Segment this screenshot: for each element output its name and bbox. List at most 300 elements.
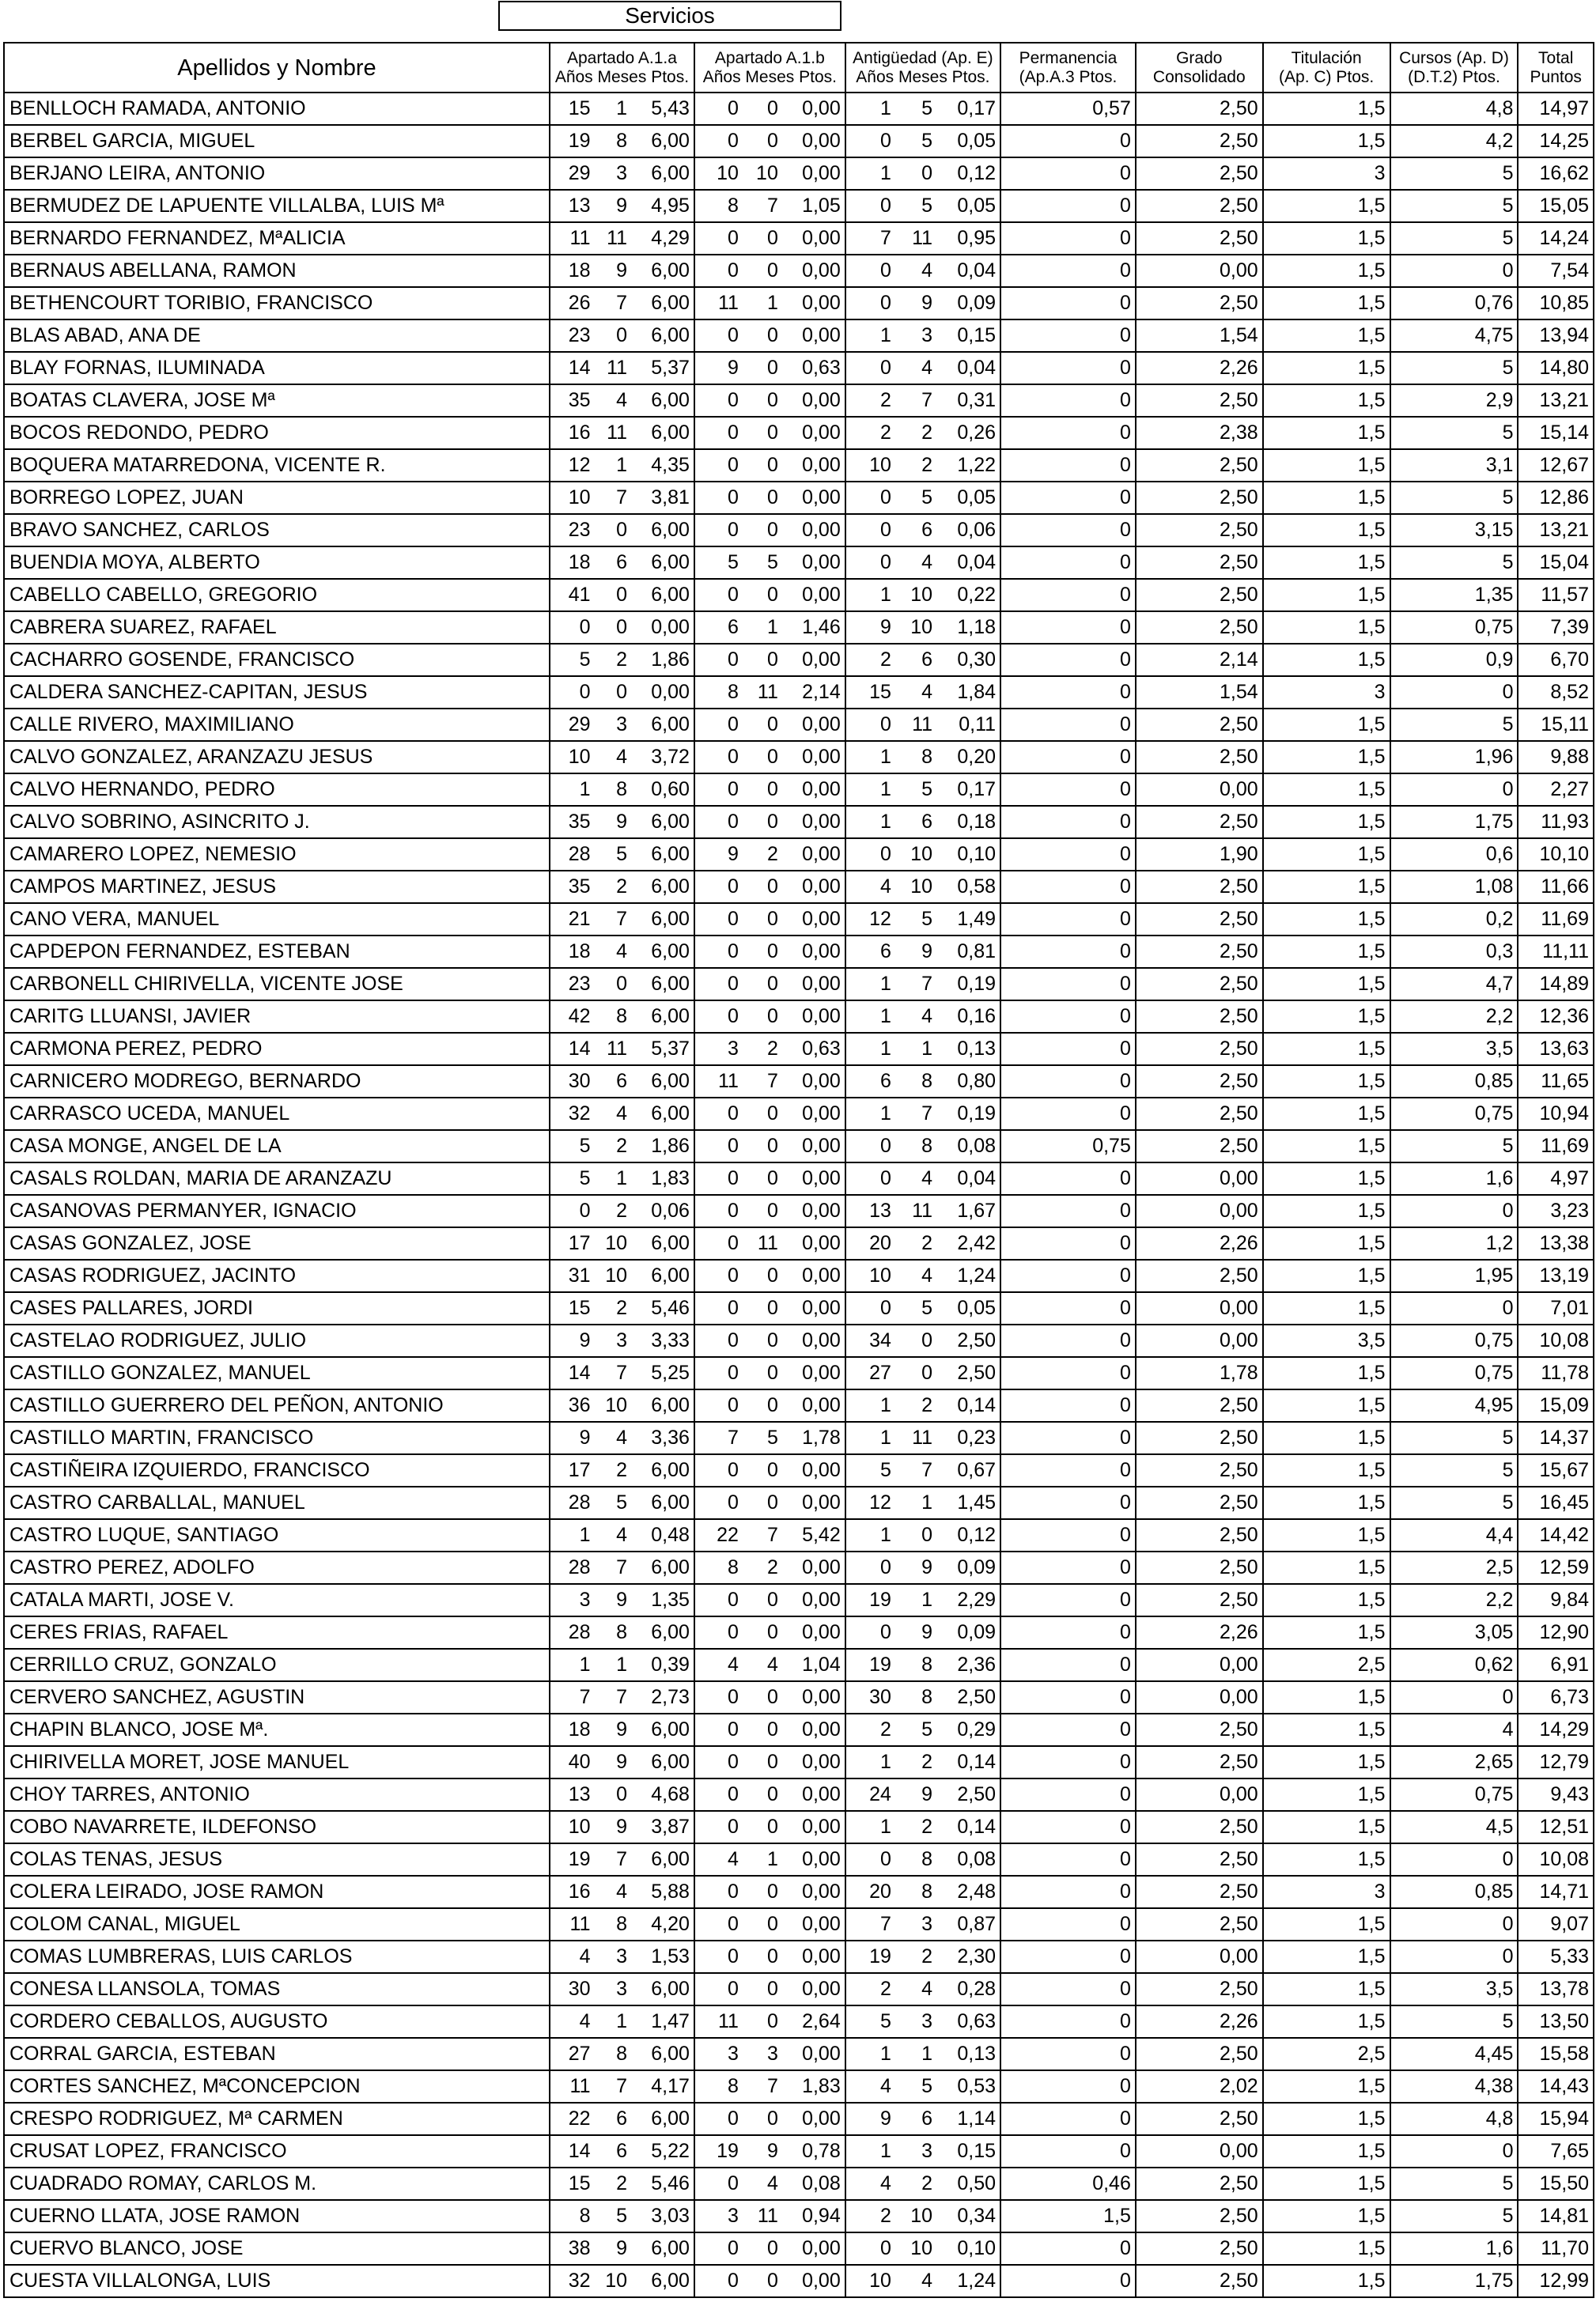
cell-titulacion: 1,5	[1263, 449, 1390, 482]
cell-permanencia: 0	[1000, 1260, 1136, 1292]
cell-a1b-meses: 3	[743, 2038, 782, 2070]
cell-a1b-ptos: 0,00	[782, 1260, 845, 1292]
cell-permanencia: 0	[1000, 1649, 1136, 1681]
cell-antig-anos: 1	[845, 2135, 895, 2168]
cell-grado: 2,50	[1136, 1422, 1263, 1454]
cell-total: 10,08	[1518, 1843, 1594, 1876]
cell-a1b-ptos: 0,00	[782, 968, 845, 1000]
cell-antig-meses: 4	[895, 1260, 936, 1292]
table-row	[4, 319, 1594, 352]
cell-antig-meses: 2	[895, 1227, 936, 1260]
cell-antig-ptos: 0,14	[936, 1746, 1000, 1778]
cell-antig-anos: 2	[845, 417, 895, 449]
cell-a1a-ptos: 1,47	[631, 2005, 694, 2038]
cell-a1a-ptos: 6,00	[631, 1098, 694, 1130]
cell-a1a-anos: 21	[550, 903, 595, 936]
header-titulacion	[1263, 43, 1390, 93]
cell-permanencia: 0	[1000, 1584, 1136, 1616]
cell-a1b-ptos: 0,00	[782, 1195, 845, 1227]
cell-cursos: 4,8	[1390, 2103, 1518, 2135]
cell-a1a-anos: 36	[550, 1389, 595, 1422]
cell-cursos: 0	[1390, 676, 1518, 709]
cell-antig-ptos: 2,30	[936, 1941, 1000, 1973]
cell-antig-anos: 1	[845, 157, 895, 190]
cell-a1a-anos: 23	[550, 968, 595, 1000]
cell-grado: 0,00	[1136, 1941, 1263, 1973]
cell-total: 15,14	[1518, 417, 1594, 449]
cell-antig-meses: 3	[895, 319, 936, 352]
cell-a1b-anos: 0	[694, 1941, 743, 1973]
cell-total: 12,79	[1518, 1746, 1594, 1778]
cell-permanencia: 0	[1000, 1033, 1136, 1065]
cell-antig-anos: 0	[845, 514, 895, 546]
table-row	[4, 806, 1594, 838]
cell-a1a-meses: 2	[595, 2168, 632, 2200]
cell-a1b-meses: 0	[743, 1778, 782, 1811]
cell-titulacion: 1,5	[1263, 93, 1390, 125]
cell-antig-meses: 6	[895, 806, 936, 838]
cell-antig-ptos: 0,09	[936, 1616, 1000, 1649]
cell-a1b-meses: 0	[743, 579, 782, 611]
cell-a1b-anos: 0	[694, 1454, 743, 1487]
cell-antig-meses: 6	[895, 2103, 936, 2135]
cell-cursos: 0,75	[1390, 611, 1518, 644]
cell-a1a-meses: 11	[595, 222, 632, 255]
cell-a1b-ptos: 0,00	[782, 838, 845, 871]
cell-a1a-meses: 9	[595, 806, 632, 838]
cell-a1a-ptos: 4,68	[631, 1778, 694, 1811]
cell-titulacion: 1,5	[1263, 709, 1390, 741]
cell-titulacion: 1,5	[1263, 1941, 1390, 1973]
cell-antig-ptos: 0,09	[936, 1552, 1000, 1584]
cell-cursos: 0,6	[1390, 838, 1518, 871]
cell-a1a-meses: 9	[595, 1746, 632, 1778]
cell-grado: 2,50	[1136, 546, 1263, 579]
cell-antig-meses: 0	[895, 1357, 936, 1389]
cell-antig-meses: 11	[895, 709, 936, 741]
cell-a1a-ptos: 4,20	[631, 1908, 694, 1941]
cell-cursos: 0	[1390, 2135, 1518, 2168]
cell-permanencia: 0	[1000, 968, 1136, 1000]
cell-antig-ptos: 1,45	[936, 1487, 1000, 1519]
header-cursos-sub: (D.T.2) Ptos.	[1408, 67, 1500, 86]
cell-grado: 0,00	[1136, 1325, 1263, 1357]
cell-a1b-meses: 0	[743, 1325, 782, 1357]
cell-antig-anos: 0	[845, 255, 895, 287]
cell-name: CUERNO LLATA, JOSE RAMON	[4, 2200, 550, 2232]
cell-a1a-ptos: 3,87	[631, 1811, 694, 1843]
cell-antig-meses: 0	[895, 1325, 936, 1357]
cell-a1a-anos: 28	[550, 838, 595, 871]
cell-a1a-ptos: 0,39	[631, 1649, 694, 1681]
cell-total: 7,39	[1518, 611, 1594, 644]
cell-grado: 2,50	[1136, 1714, 1263, 1746]
table-row	[4, 1552, 1594, 1584]
cell-cursos: 0	[1390, 773, 1518, 806]
cell-antig-meses: 7	[895, 384, 936, 417]
cell-a1b-ptos: 0,78	[782, 2135, 845, 2168]
cell-titulacion: 1,5	[1263, 741, 1390, 773]
table-row	[4, 1098, 1594, 1130]
cell-permanencia: 1,5	[1000, 2200, 1136, 2232]
cell-cursos: 0,75	[1390, 1357, 1518, 1389]
table-row	[4, 1908, 1594, 1941]
cell-cursos: 4,75	[1390, 319, 1518, 352]
cell-antig-anos: 0	[845, 1130, 895, 1162]
cell-a1a-ptos: 5,46	[631, 2168, 694, 2200]
cell-antig-anos: 12	[845, 903, 895, 936]
cell-a1b-anos: 4	[694, 1843, 743, 1876]
cell-cursos: 0,3	[1390, 936, 1518, 968]
cell-a1a-anos: 4	[550, 2005, 595, 2038]
cell-a1a-ptos: 6,00	[631, 514, 694, 546]
cell-permanencia: 0	[1000, 514, 1136, 546]
cell-a1b-ptos: 0,00	[782, 1325, 845, 1357]
cell-antig-anos: 0	[845, 1616, 895, 1649]
cell-name: BOQUERA MATARREDONA, VICENTE R.	[4, 449, 550, 482]
cell-a1b-ptos: 0,63	[782, 1033, 845, 1065]
cell-cursos: 4,7	[1390, 968, 1518, 1000]
cell-a1a-ptos: 6,00	[631, 806, 694, 838]
cell-cursos: 3,1	[1390, 449, 1518, 482]
cell-total: 7,65	[1518, 2135, 1594, 2168]
cell-a1a-ptos: 6,00	[631, 871, 694, 903]
cell-total: 11,70	[1518, 2232, 1594, 2265]
cell-permanencia: 0	[1000, 352, 1136, 384]
cell-titulacion: 1,5	[1263, 611, 1390, 644]
cell-antig-anos: 6	[845, 936, 895, 968]
cell-name: CACHARRO GOSENDE, FRANCISCO	[4, 644, 550, 676]
cell-antig-ptos: 0,08	[936, 1130, 1000, 1162]
cell-total: 2,27	[1518, 773, 1594, 806]
cell-total: 12,36	[1518, 1000, 1594, 1033]
cell-a1b-meses: 0	[743, 417, 782, 449]
cell-cursos: 0	[1390, 1941, 1518, 1973]
cell-a1a-meses: 4	[595, 1519, 632, 1552]
cell-a1b-ptos: 0,00	[782, 2103, 845, 2135]
cell-antig-meses: 3	[895, 2135, 936, 2168]
cell-a1b-ptos: 0,00	[782, 1454, 845, 1487]
cell-total: 7,54	[1518, 255, 1594, 287]
cell-name: CARBONELL CHIRIVELLA, VICENTE JOSE	[4, 968, 550, 1000]
cell-antig-ptos: 0,31	[936, 384, 1000, 417]
cell-total: 13,94	[1518, 319, 1594, 352]
cell-a1a-ptos: 6,00	[631, 1389, 694, 1422]
cell-a1b-meses: 0	[743, 2005, 782, 2038]
cell-cursos: 0,75	[1390, 1778, 1518, 1811]
cell-a1a-anos: 5	[550, 1130, 595, 1162]
cell-permanencia: 0	[1000, 1908, 1136, 1941]
cell-titulacion: 1,5	[1263, 514, 1390, 546]
cell-antig-anos: 1	[845, 1098, 895, 1130]
cell-titulacion: 1,5	[1263, 546, 1390, 579]
cell-grado: 1,78	[1136, 1357, 1263, 1389]
cell-a1a-ptos: 6,00	[631, 1065, 694, 1098]
table-row	[4, 1033, 1594, 1065]
cell-antig-ptos: 0,17	[936, 93, 1000, 125]
cell-antig-ptos: 1,24	[936, 2265, 1000, 2297]
cell-antig-anos: 1	[845, 579, 895, 611]
cell-a1b-ptos: 0,00	[782, 1778, 845, 1811]
cell-cursos: 5	[1390, 2005, 1518, 2038]
cell-grado: 2,50	[1136, 1811, 1263, 1843]
cell-antig-ptos: 0,16	[936, 1000, 1000, 1033]
table-row	[4, 1681, 1594, 1714]
cell-a1a-ptos: 5,46	[631, 1292, 694, 1325]
cell-a1a-meses: 2	[595, 1292, 632, 1325]
cell-a1b-meses: 0	[743, 1454, 782, 1487]
cell-a1b-meses: 0	[743, 482, 782, 514]
table-row	[4, 1941, 1594, 1973]
cell-grado: 0,00	[1136, 255, 1263, 287]
cell-a1a-meses: 6	[595, 546, 632, 579]
cell-name: COLERA LEIRADO, JOSE RAMON	[4, 1876, 550, 1908]
cell-total: 16,62	[1518, 157, 1594, 190]
cell-permanencia: 0	[1000, 1195, 1136, 1227]
header-a1a-sub: Años Meses Ptos.	[554, 67, 690, 86]
cell-permanencia: 0	[1000, 546, 1136, 579]
table-row	[4, 676, 1594, 709]
cell-titulacion: 1,5	[1263, 1552, 1390, 1584]
cell-a1a-meses: 11	[595, 1033, 632, 1065]
cell-a1a-ptos: 2,73	[631, 1681, 694, 1714]
cell-total: 12,99	[1518, 2265, 1594, 2297]
cell-name: CARITG LLUANSI, JAVIER	[4, 1000, 550, 1033]
cell-antig-ptos: 0,58	[936, 871, 1000, 903]
cell-antig-anos: 0	[845, 709, 895, 741]
cell-a1a-anos: 38	[550, 2232, 595, 2265]
cell-permanencia: 0	[1000, 1876, 1136, 1908]
header-total-sub: Puntos	[1530, 67, 1582, 86]
cell-a1b-ptos: 1,04	[782, 1649, 845, 1681]
cell-titulacion: 1,5	[1263, 1778, 1390, 1811]
table-row	[4, 2070, 1594, 2103]
cell-grado: 2,50	[1136, 1000, 1263, 1033]
cell-antig-anos: 12	[845, 1487, 895, 1519]
cell-cursos: 2,5	[1390, 1552, 1518, 1584]
cell-titulacion: 1,5	[1263, 871, 1390, 903]
cell-a1a-ptos: 6,00	[631, 2103, 694, 2135]
cell-antig-anos: 1	[845, 1389, 895, 1422]
cell-grado: 2,50	[1136, 968, 1263, 1000]
cell-a1b-anos: 0	[694, 1195, 743, 1227]
cell-a1a-anos: 11	[550, 222, 595, 255]
table-row	[4, 1195, 1594, 1227]
cell-a1a-meses: 3	[595, 1325, 632, 1357]
cell-titulacion: 1,5	[1263, 903, 1390, 936]
cell-a1a-anos: 35	[550, 871, 595, 903]
header-a1a-title: Apartado A.1.a	[566, 48, 677, 67]
cell-name: CASALS ROLDAN, MARIA DE ARANZAZU	[4, 1162, 550, 1195]
cell-cursos: 4,2	[1390, 125, 1518, 157]
cell-cursos: 5	[1390, 417, 1518, 449]
cell-a1b-meses: 0	[743, 1876, 782, 1908]
cell-a1a-meses: 0	[595, 514, 632, 546]
cell-a1b-meses: 10	[743, 157, 782, 190]
cell-titulacion: 1,5	[1263, 1519, 1390, 1552]
cell-total: 15,09	[1518, 1389, 1594, 1422]
cell-grado: 2,50	[1136, 1033, 1263, 1065]
cell-total: 14,37	[1518, 1422, 1594, 1454]
cell-a1a-anos: 7	[550, 1681, 595, 1714]
cell-titulacion: 1,5	[1263, 1714, 1390, 1746]
cell-a1a-ptos: 5,37	[631, 1033, 694, 1065]
cell-grado: 2,14	[1136, 644, 1263, 676]
cell-permanencia: 0	[1000, 157, 1136, 190]
cell-a1b-meses: 2	[743, 1552, 782, 1584]
cell-antig-meses: 2	[895, 2168, 936, 2200]
table-body	[4, 93, 1594, 2297]
cell-antig-anos: 1	[845, 1422, 895, 1454]
cell-a1a-meses: 6	[595, 1065, 632, 1098]
cell-a1a-anos: 42	[550, 1000, 595, 1033]
cell-grado: 2,50	[1136, 2168, 1263, 2200]
header-a1a	[550, 43, 694, 93]
cell-name: CASTRO CARBALLAL, MANUEL	[4, 1487, 550, 1519]
cell-a1a-meses: 3	[595, 1941, 632, 1973]
cell-a1b-meses: 5	[743, 546, 782, 579]
cell-name: CARRASCO UCEDA, MANUEL	[4, 1098, 550, 1130]
cell-cursos: 5	[1390, 482, 1518, 514]
table-row	[4, 222, 1594, 255]
cell-cursos: 5	[1390, 157, 1518, 190]
cell-antig-anos: 9	[845, 611, 895, 644]
cell-titulacion: 1,5	[1263, 1162, 1390, 1195]
cell-a1a-meses: 2	[595, 1130, 632, 1162]
cell-antig-ptos: 0,23	[936, 1422, 1000, 1454]
cell-antig-meses: 4	[895, 255, 936, 287]
cell-antig-anos: 1	[845, 1746, 895, 1778]
cell-cursos: 1,35	[1390, 579, 1518, 611]
cell-antig-meses: 6	[895, 514, 936, 546]
cell-a1b-ptos: 0,00	[782, 903, 845, 936]
cell-name: CHIRIVELLA MORET, JOSE MANUEL	[4, 1746, 550, 1778]
cell-a1b-anos: 0	[694, 417, 743, 449]
cell-a1a-meses: 0	[595, 968, 632, 1000]
cell-cursos: 4,38	[1390, 2070, 1518, 2103]
cell-a1a-ptos: 6,00	[631, 1746, 694, 1778]
cell-antig-meses: 5	[895, 773, 936, 806]
cell-a1b-meses: 11	[743, 2200, 782, 2232]
table-row	[4, 546, 1594, 579]
cell-antig-meses: 1	[895, 1487, 936, 1519]
cell-a1b-anos: 0	[694, 255, 743, 287]
cell-a1b-meses: 0	[743, 1130, 782, 1162]
cell-permanencia: 0	[1000, 773, 1136, 806]
cell-cursos: 2,2	[1390, 1000, 1518, 1033]
cell-a1b-ptos: 0,00	[782, 514, 845, 546]
table-row	[4, 1227, 1594, 1260]
cell-a1b-anos: 3	[694, 2038, 743, 2070]
cell-antig-meses: 11	[895, 1195, 936, 1227]
cell-antig-anos: 0	[845, 1162, 895, 1195]
cell-antig-meses: 10	[895, 611, 936, 644]
cell-permanencia: 0,57	[1000, 93, 1136, 125]
cell-grado: 2,50	[1136, 1843, 1263, 1876]
cell-antig-anos: 19	[845, 1649, 895, 1681]
cell-cursos: 0,9	[1390, 644, 1518, 676]
cell-a1a-ptos: 6,00	[631, 1000, 694, 1033]
cell-a1b-anos: 0	[694, 1584, 743, 1616]
cell-antig-meses: 2	[895, 1811, 936, 1843]
cell-titulacion: 1,5	[1263, 1616, 1390, 1649]
cell-total: 14,80	[1518, 352, 1594, 384]
cell-a1b-ptos: 0,00	[782, 1973, 845, 2005]
cell-titulacion: 1,5	[1263, 1843, 1390, 1876]
cell-antig-ptos: 0,05	[936, 1292, 1000, 1325]
cell-a1a-ptos: 6,00	[631, 1260, 694, 1292]
cell-a1a-ptos: 3,81	[631, 482, 694, 514]
cell-name: BERNARDO FERNANDEZ, MªALICIA	[4, 222, 550, 255]
cell-grado: 1,54	[1136, 319, 1263, 352]
cell-permanencia: 0	[1000, 903, 1136, 936]
cell-a1b-ptos: 0,00	[782, 1357, 845, 1389]
cell-cursos: 0	[1390, 1292, 1518, 1325]
cell-antig-ptos: 0,26	[936, 417, 1000, 449]
header-a1b-title: Apartado A.1.b	[714, 48, 825, 67]
cell-permanencia: 0	[1000, 676, 1136, 709]
cell-permanencia: 0	[1000, 611, 1136, 644]
cell-antig-anos: 1	[845, 741, 895, 773]
cell-a1a-meses: 0	[595, 1778, 632, 1811]
cell-name: CALVO SOBRINO, ASINCRITO J.	[4, 806, 550, 838]
cell-a1b-anos: 0	[694, 1292, 743, 1325]
cell-antig-anos: 0	[845, 1552, 895, 1584]
cell-a1a-meses: 9	[595, 1714, 632, 1746]
cell-a1a-anos: 26	[550, 287, 595, 319]
cell-titulacion: 1,5	[1263, 1811, 1390, 1843]
cell-permanencia: 0	[1000, 1616, 1136, 1649]
cell-a1a-ptos: 5,25	[631, 1357, 694, 1389]
cell-a1b-anos: 0	[694, 1908, 743, 1941]
cell-cursos: 1,75	[1390, 2265, 1518, 2297]
cell-name: BETHENCOURT TORIBIO, FRANCISCO	[4, 287, 550, 319]
cell-total: 8,52	[1518, 676, 1594, 709]
cell-a1a-meses: 9	[595, 2232, 632, 2265]
cell-a1a-meses: 6	[595, 2135, 632, 2168]
cell-permanencia: 0	[1000, 1519, 1136, 1552]
cell-antig-anos: 30	[845, 1681, 895, 1714]
cell-cursos: 0,76	[1390, 287, 1518, 319]
cell-titulacion: 1,5	[1263, 1033, 1390, 1065]
cell-titulacion: 1,5	[1263, 319, 1390, 352]
cell-total: 13,50	[1518, 2005, 1594, 2038]
cell-a1b-anos: 0	[694, 2232, 743, 2265]
cell-a1a-ptos: 6,00	[631, 1973, 694, 2005]
cell-permanencia: 0	[1000, 1941, 1136, 1973]
cell-antig-meses: 9	[895, 936, 936, 968]
table-row	[4, 741, 1594, 773]
cell-antig-meses: 6	[895, 644, 936, 676]
cell-antig-anos: 6	[845, 1065, 895, 1098]
cell-antig-ptos: 0,10	[936, 838, 1000, 871]
cell-grado: 2,50	[1136, 1065, 1263, 1098]
cell-cursos: 5	[1390, 709, 1518, 741]
header-a1b-sub: Años Meses Ptos.	[702, 67, 837, 86]
cell-a1a-ptos: 6,00	[631, 579, 694, 611]
cell-permanencia: 0	[1000, 384, 1136, 417]
cell-a1a-ptos: 5,88	[631, 1876, 694, 1908]
cell-a1a-meses: 4	[595, 1098, 632, 1130]
cell-total: 12,59	[1518, 1552, 1594, 1584]
cell-grado: 2,50	[1136, 1098, 1263, 1130]
cell-a1a-anos: 15	[550, 2168, 595, 2200]
cell-a1a-ptos: 6,00	[631, 1487, 694, 1519]
cell-a1b-anos: 0	[694, 1098, 743, 1130]
cell-a1a-anos: 10	[550, 741, 595, 773]
cell-a1b-meses: 0	[743, 352, 782, 384]
cell-name: COBO NAVARRETE, ILDEFONSO	[4, 1811, 550, 1843]
